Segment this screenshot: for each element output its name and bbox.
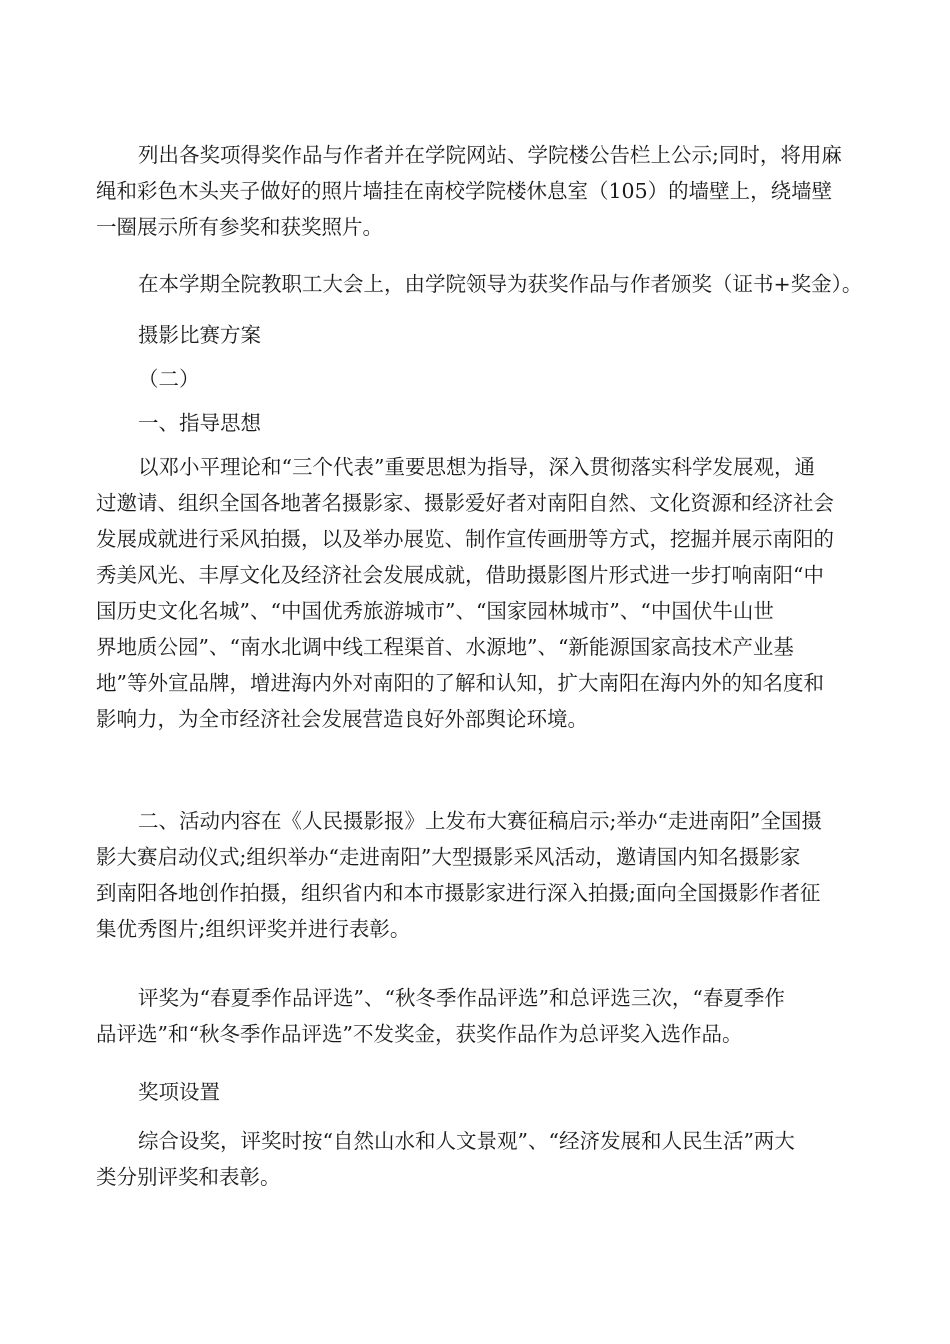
paragraph xyxy=(96,449,858,737)
paragraph-line: 集优秀图片;组织评奖并进行表彰。 xyxy=(96,917,411,941)
paragraph-line: 秀美风光、丰厚文化及经济社会发展成就，借助摄影图片形式进一步打响南阳“中 xyxy=(96,563,824,587)
paragraph xyxy=(96,803,858,947)
paragraph-line: 综合设奖，评奖时按“自然山水和人文景观”、“经济发展和人民生活”两大 xyxy=(138,1129,795,1153)
section-heading xyxy=(96,317,858,353)
paragraph-line: 过邀请、组织全国各地著名摄影家、摄影爱好者对南阳自然、文化资源和经济社会 xyxy=(96,491,834,515)
paragraph-line: 到南阳各地创作拍摄，组织省内和本市摄影家进行深入拍摄;面向全国摄影作者征 xyxy=(96,881,821,905)
paragraph xyxy=(96,980,858,1052)
paragraph-line: 二、活动内容在《人民摄影报》上发布大赛征稿启示;举办“走进南阳”全国摄 xyxy=(138,809,822,833)
paragraph-line: 品评选”和“秋冬季作品评选”不发奖金，获奖作品作为总评奖入选作品。 xyxy=(96,1022,743,1046)
paragraph-line: 一圈展示所有参奖和获奖照片。 xyxy=(96,215,383,239)
paragraph-line: 以邓小平理论和“三个代表”重要思想为指导，深入贯彻落实科学发展观，通 xyxy=(138,455,815,479)
paragraph-line: 国历史文化名城”、“中国优秀旅游城市”、“国家园林城市”、“中国伏牛山世 xyxy=(96,599,774,623)
paragraph-line: 类分别评奖和表彰。 xyxy=(96,1165,281,1189)
paragraph-line: 评奖为“春夏季作品评选”、“秋冬季作品评选”和总评选三次，“春夏季作 xyxy=(138,986,785,1010)
paragraph-line: 绳和彩色木头夹子做好的照片墙挂在南校学院楼休息室（105）的墙壁上，绕墙壁 xyxy=(96,179,833,203)
section-number xyxy=(96,361,858,397)
paragraph-line: 影响力，为全市经济社会发展营造良好外部舆论环境。 xyxy=(96,707,588,731)
paragraph-line: 在本学期全院教职工大会上，由学院领导为获奖作品与作者颁奖（证书+奖金）。 xyxy=(138,272,863,296)
paragraph-line: 地”等外宣品牌，增进海内外对南阳的了解和认知，扩大南阳在海内外的知名度和 xyxy=(96,671,824,695)
paragraph xyxy=(96,137,858,245)
paragraph xyxy=(96,266,863,302)
paragraph-line: 列出各奖项得奖作品与作者并在学院网站、学院楼公告栏上公示;同时，将用麻 xyxy=(138,143,842,167)
paragraph-line: 影大赛启动仪式;组织举办“走进南阳”大型摄影采风活动，邀请国内知名摄影家 xyxy=(96,845,801,869)
paragraph-line: 摄影比赛方案 xyxy=(138,323,261,347)
paragraph-line: 奖项设置 xyxy=(138,1080,220,1104)
paragraph-line: 界地质公园”、“南水北调中线工程渠首、水源地”、“新能源国家高技术产业基 xyxy=(96,635,794,659)
paragraph-line: 一、指导思想 xyxy=(138,411,261,435)
paragraph xyxy=(96,1123,858,1195)
paragraph-line: （二） xyxy=(138,367,200,391)
paragraph-line: 发展成就进行采风拍摄，以及举办展览、制作宣传画册等方式，挖掘并展示南阳的 xyxy=(96,527,834,551)
section-heading xyxy=(96,1074,858,1110)
section-heading xyxy=(96,405,858,441)
